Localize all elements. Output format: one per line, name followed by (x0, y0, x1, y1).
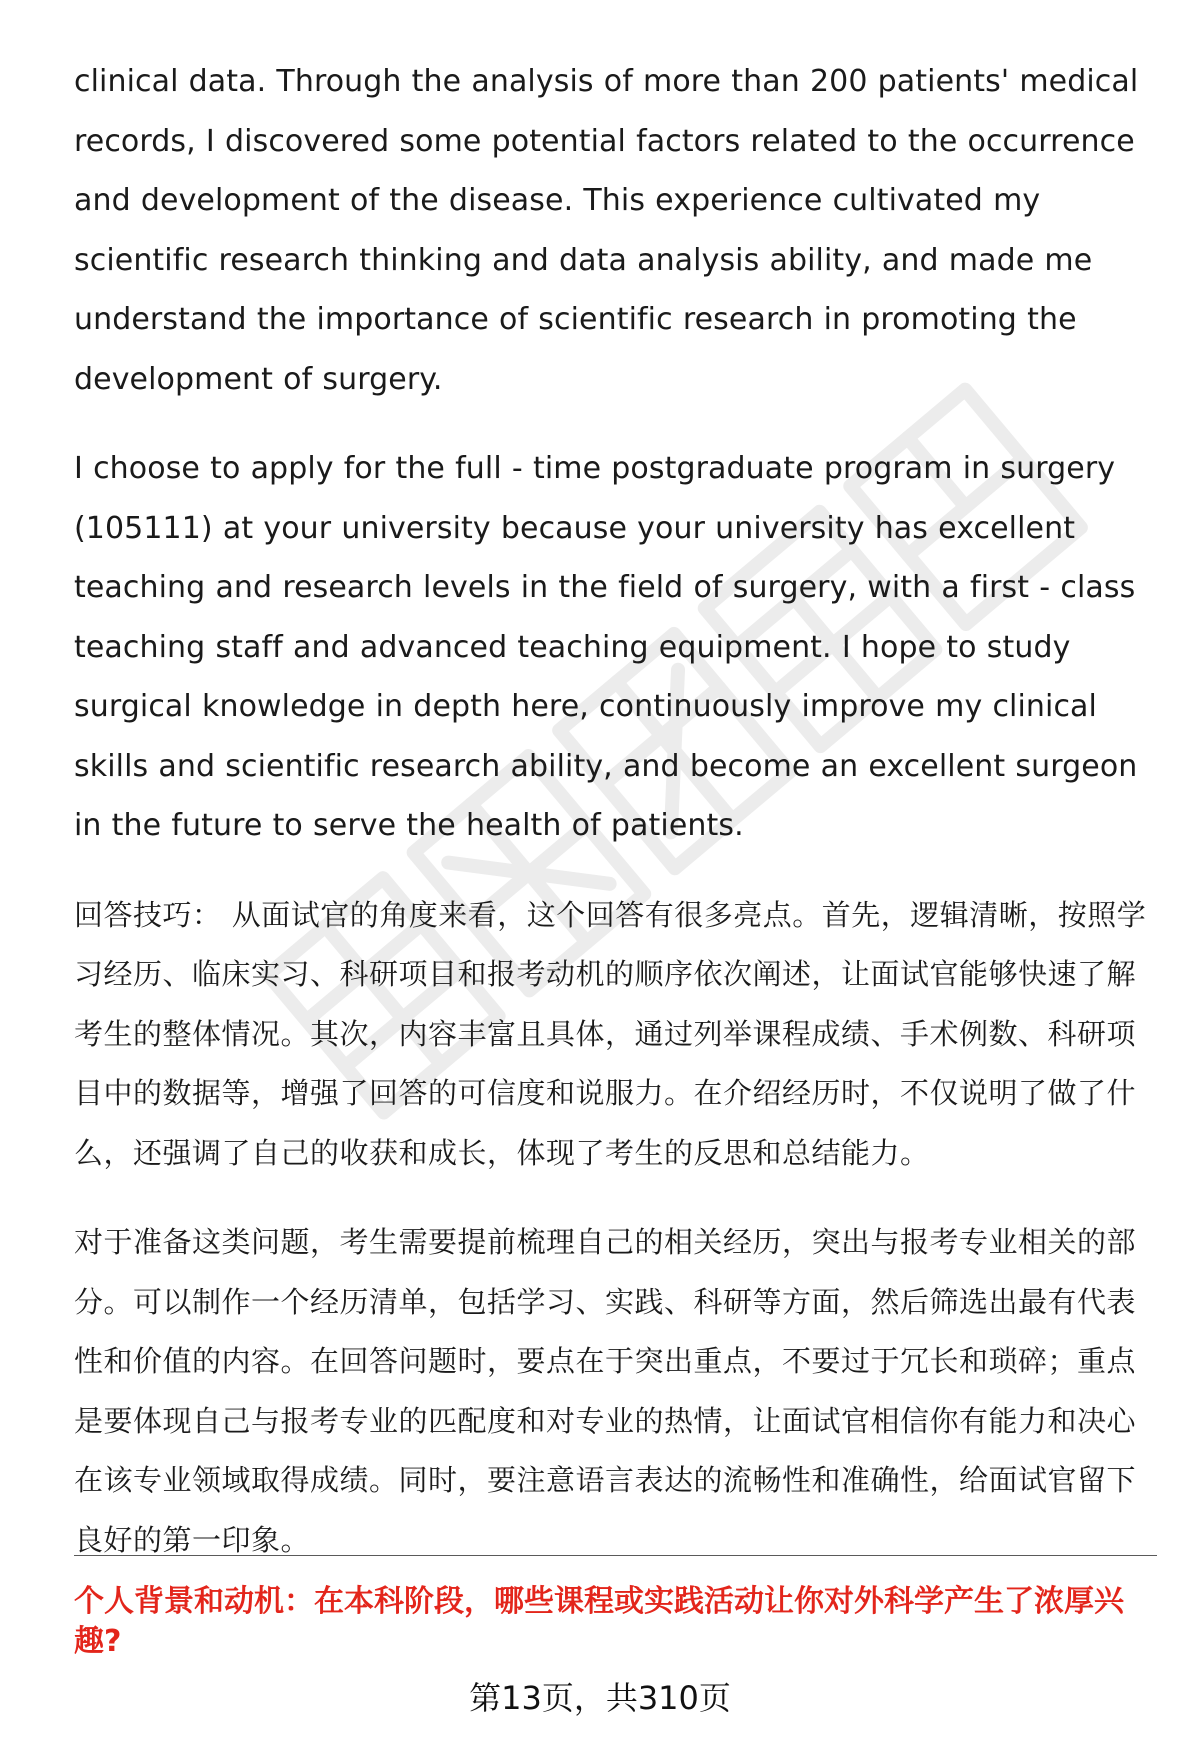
page-number: 第13页，共310页 (469, 1679, 731, 1717)
paragraph-research-experience: clinical data. Through the analysis of more than 200 patients' medical records, I discovered some potential factors related to the occurrence and development of the disease. This experience cultivated my scientific research thinking and data analysis ability, and made me understand the importance of scientific research in promoting the development of surgery. (74, 64, 1139, 397)
next-question-heading: 个人背景和动机：在本科阶段，哪些课程或实践活动让你对外科学产生了浓厚兴趣? (74, 1584, 1124, 1659)
paragraph-preparation-advice: 对于准备这类问题，考生需要提前梳理自己的相关经历，突出与报考专业相关的部分。可以制作一个经历清单，包括学习、实践、科研等方面，然后筛选出最有代表性和价值的内容。在回答问题时，要点在于突出重点，不要过于冗长和琐碎；重点是要体现自己与报考专业的匹配度和对专业的热情，让面试官相信你有能力和决心在该专业领域取得成绩。同时，要注意语言表达的流畅性和准确性，给面试官留下良好的第一印象。 (74, 1225, 1137, 1557)
document-body (74, 52, 1154, 1600)
section-divider (74, 1555, 1157, 1556)
paragraph-application-motivation: I choose to apply for the full - time postgraduate program in surgery (105111) at your university because your university has excellent teaching and research levels in the field of surgery, with a first - class teaching staff and advanced teaching equipment. I hope to study surgical knowledge in depth here, continuously improve my clinical skills and scientific research ability, and become an excellent surgeon in the future to serve the health of patients. (74, 451, 1138, 843)
paragraph-answer-tips: 回答技巧： 从面试官的角度来看，这个回答有很多亮点。首先，逻辑清晰，按照学习经历、临床实习、科研项目和报考动机的顺序依次阐述，让面试官能够快速了解考生的整体情况。其次，内容丰富且具体，通过列举课程成绩、手术例数、科研项目中的数据等，增强了回答的可信度和说服力。在介绍经历时，不仅说明了做了什么，还强调了自己的收获和成长，体现了考生的反思和总结能力。 (74, 897, 1147, 1170)
